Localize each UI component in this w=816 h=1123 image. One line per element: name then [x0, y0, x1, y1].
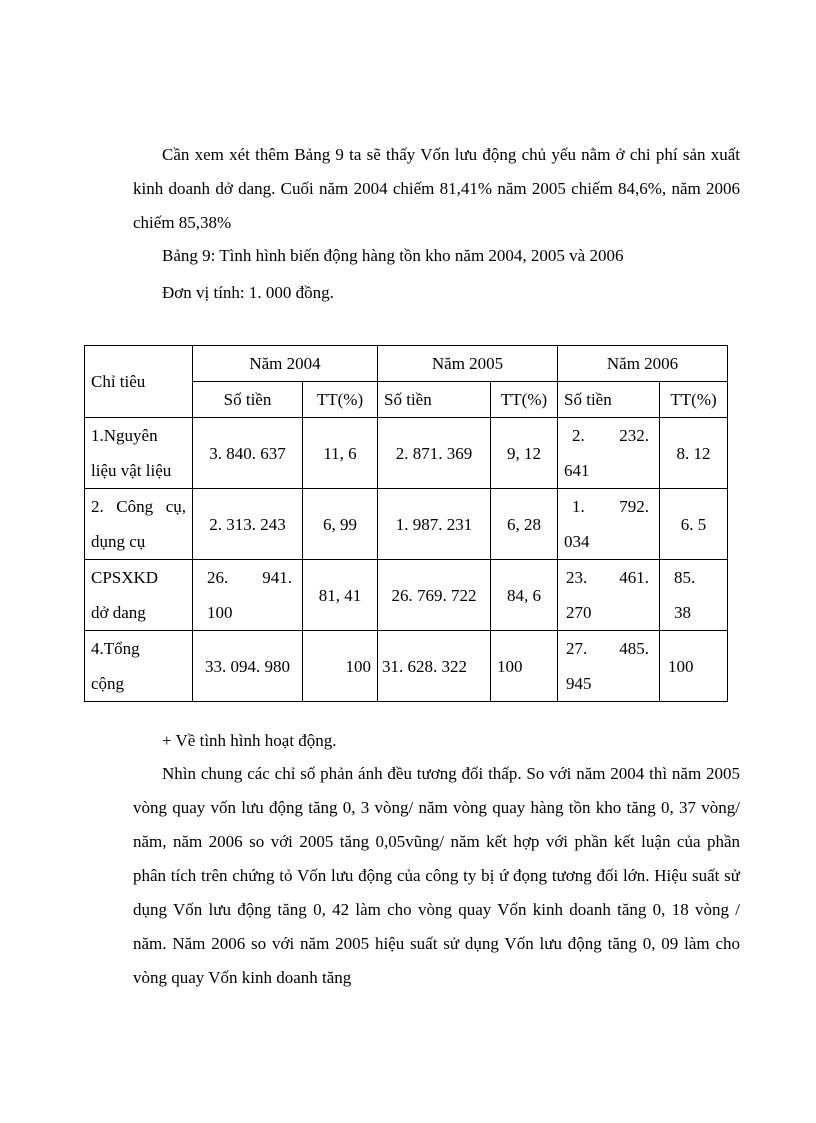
ratio-2006: [660, 560, 728, 631]
row-label: [85, 489, 193, 560]
row-label-line2: dở dang: [91, 603, 146, 622]
row-label-line1: CPSXKD: [91, 568, 159, 587]
table-row: [85, 560, 728, 631]
header-year-2006: Năm 2006: [558, 346, 728, 382]
amount-part: 1.: [572, 497, 585, 516]
table-title: Bảng 9: Tình hình biến động hàng tồn kho năm 2004, 2005 và 2006: [162, 246, 624, 265]
amount-2004: [193, 560, 303, 631]
header-ratio-2004: TT(%): [303, 382, 378, 418]
header-amount-2004: Số tiền: [193, 382, 303, 418]
row-label: [85, 418, 193, 489]
amount-part: 2.: [572, 426, 585, 445]
amount-2006: [558, 489, 660, 560]
row-label-line2: dụng cụ: [91, 532, 146, 551]
ratio-2005: 84, 6: [491, 560, 558, 631]
amount-part: 485.: [619, 639, 650, 658]
table-row: [85, 489, 728, 560]
row-label: [85, 560, 193, 631]
table-row: [85, 631, 728, 702]
ratio-2006: 6. 5: [660, 489, 728, 560]
amount-2005: 2. 871. 369: [378, 418, 491, 489]
amount-part: 100: [207, 603, 233, 622]
amount-part: 232.: [619, 426, 650, 445]
amount-part: 034: [564, 532, 590, 551]
header-year-2004: Năm 2004: [193, 346, 378, 382]
amount-2004: 2. 313. 243: [193, 489, 303, 560]
amount-part: 641: [564, 461, 590, 480]
amount-2005: 26. 769. 722: [378, 560, 491, 631]
amount-2005: 31. 628. 322: [378, 631, 491, 702]
intro-paragraph: Cần xem xét thêm Bảng 9 ta sẽ thấy Vốn lưu động chủ yếu nằm ở chi phí sản xuất kinh doanh dở dang. Cuối năm 2004 chiếm 81,41% năm 2005 chiếm 84,6%, năm 2006 chiếm 85,38%: [133, 145, 740, 232]
row-label: [85, 631, 193, 702]
header-amount-2006: Số tiền: [558, 382, 660, 418]
inventory-table: [84, 345, 728, 702]
unit-note: Đơn vị tính: 1. 000 đồng.: [162, 283, 334, 302]
amount-part: 23.: [566, 568, 588, 587]
amount-2005: 1. 987. 231: [378, 489, 491, 560]
row-label-line1: 2. Công cụ,: [91, 497, 186, 516]
amount-part: 27.: [566, 639, 588, 658]
amount-part: 941.: [262, 568, 292, 587]
header-amount-2005: Số tiền: [378, 382, 491, 418]
header-ratio-2006: TT(%): [660, 382, 728, 418]
ratio-2005: 9, 12: [491, 418, 558, 489]
amount-2004: 33. 094. 980: [193, 631, 303, 702]
row-label-line1: 4.Tổng: [91, 639, 140, 658]
ratio-2005: 6, 28: [491, 489, 558, 560]
ratio-part: 85.: [674, 568, 696, 587]
amount-2006: [558, 418, 660, 489]
ratio-2006: 100: [660, 631, 728, 702]
amount-2004: 3. 840. 637: [193, 418, 303, 489]
ratio-2005: 100: [491, 631, 558, 702]
amount-2006: [558, 560, 660, 631]
amount-part: 945: [566, 674, 592, 693]
amount-part: 792.: [619, 497, 650, 516]
row-label-line2: liệu vật liệu: [91, 461, 172, 480]
ratio-2004: 11, 6: [303, 418, 378, 489]
ratio-part: 38: [674, 603, 692, 622]
amount-part: 461.: [619, 568, 650, 587]
table-header-row: [85, 346, 728, 382]
amount-part: 270: [566, 603, 592, 622]
header-ratio-2005: TT(%): [491, 382, 558, 418]
ratio-2004: 81, 41: [303, 560, 378, 631]
ratio-2004: 6, 99: [303, 489, 378, 560]
row-label-line2: cộng: [91, 674, 125, 693]
section-paragraph: Nhìn chung các chỉ số phản ánh đều tương đối thấp. So với năm 2004 thì năm 2005 vòng quay vốn lưu động tăng 0, 3 vòng/ năm vòng quay hàng tồn kho tăng 0, 37 vòng/ năm, năm 2006 so với 2005 tăng 0,05vũng/ năm kết hợp với phần kết luận của phần phân tích trên chứng tỏ Vốn lưu động của công ty bị ứ đọng tương đối lớn. Hiệu suất sử dụng Vốn lưu động tăng 0, 42 làm cho vòng quay Vốn kinh doanh tăng 0, 18 vòng / năm. Năm 2006 so với năm 2005 hiệu suất sử dụng Vốn lưu động tăng 0, 09 làm cho vòng quay Vốn kinh doanh tăng: [133, 764, 740, 987]
amount-part: 26.: [207, 568, 229, 587]
ratio-2006: 8. 12: [660, 418, 728, 489]
ratio-2004: 100: [303, 631, 378, 702]
header-year-2005: Năm 2005: [378, 346, 558, 382]
table-row: [85, 418, 728, 489]
row-label-line1: 1.Nguyên: [91, 426, 158, 445]
section-heading: + Về tình hình hoạt động.: [162, 731, 337, 750]
amount-2006: [558, 631, 660, 702]
header-indicator: Chỉ tiêu: [85, 346, 193, 418]
